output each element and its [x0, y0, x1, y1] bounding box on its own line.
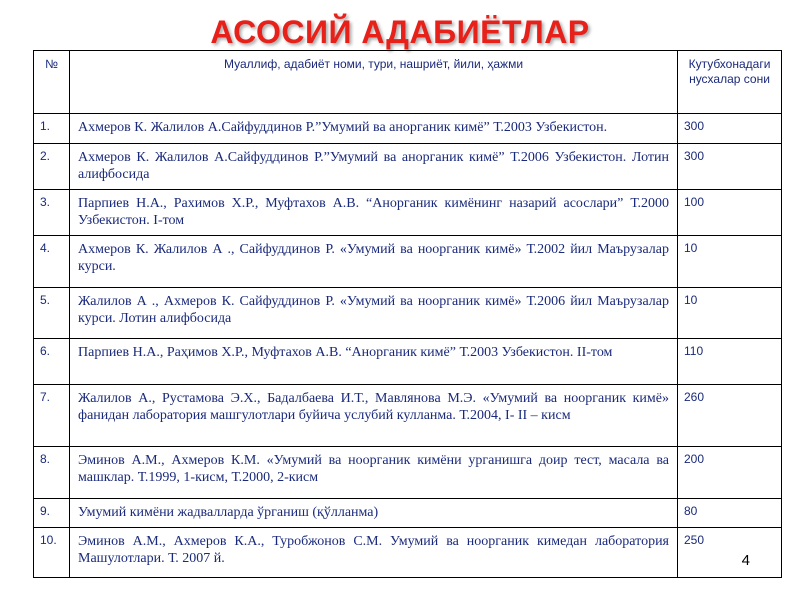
row-description: Жалилов А., Рустамова Э.Х., Бадалбаева И.Т., Мавлянова М.Э. «Умумий ва ноорганик кимё» фанидан лаборатория машгулотлари буйича услубий кулланма. Т.2004, I- II – кисм	[70, 385, 678, 447]
page-title: АСОСИЙ АДАБИЁТЛАР	[210, 14, 590, 50]
row-number: 4.	[34, 236, 70, 288]
header-description: Муаллиф, адабиёт номи, тури, нашриёт, йили, ҳажми	[70, 51, 678, 114]
row-copies: 80	[678, 499, 782, 528]
table-header-row	[34, 51, 782, 114]
literature-table	[33, 50, 782, 578]
row-copies: 110	[678, 339, 782, 385]
row-description: Парпиев Н.А., Раҳимов Х.Р., Муфтахов А.В. “Анорганик кимё” Т.2003 Узбекистон. II-том	[70, 339, 678, 385]
table-row	[34, 288, 782, 339]
table-row	[34, 339, 782, 385]
row-number: 8.	[34, 447, 70, 499]
row-number: 9.	[34, 499, 70, 528]
row-description: Умумий кимёни жадвалларда ўрганиш (қўлланма)	[70, 499, 678, 528]
table-row	[34, 114, 782, 144]
row-description: Жалилов А ., Ахмеров К. Сайфуддинов Р. «Умумий ва ноорганик кимё» Т.2006 йил Маърузалар курси. Лотин алифбосида	[70, 288, 678, 339]
row-copies: 300	[678, 114, 782, 144]
row-copies: 10	[678, 236, 782, 288]
row-number: 3.	[34, 190, 70, 236]
row-description: Ахмеров К. Жалилов А ., Сайфуддинов Р. «Умумий ва ноорганик кимё» Т.2002 йил Маърузалар курси.	[70, 236, 678, 288]
row-number: 5.	[34, 288, 70, 339]
row-copies: 200	[678, 447, 782, 499]
table-row	[34, 447, 782, 499]
row-copies: 250	[678, 528, 782, 578]
row-copies: 100	[678, 190, 782, 236]
row-copies: 260	[678, 385, 782, 447]
row-number: 1.	[34, 114, 70, 144]
table-row	[34, 144, 782, 190]
table-row	[34, 499, 782, 528]
table-row	[34, 528, 782, 578]
row-number: 2.	[34, 144, 70, 190]
row-number: 10.	[34, 528, 70, 578]
header-number: №	[34, 51, 70, 114]
table-row	[34, 385, 782, 447]
row-copies: 300	[678, 144, 782, 190]
row-number: 7.	[34, 385, 70, 447]
row-number: 6.	[34, 339, 70, 385]
row-copies: 10	[678, 288, 782, 339]
row-description: Эминов А.М., Ахмеров К.М. «Умумий ва ноорганик кимёни урганишга доир тест, масала ва машклар. Т.1999, 1-кисм, Т.2000, 2-кисм	[70, 447, 678, 499]
table-row	[34, 236, 782, 288]
page-number: 4	[741, 552, 750, 569]
row-description: Ахмеров К. Жалилов А.Сайфуддинов Р.”Умумий ва анорганик кимё” Т.2006 Узбекистон. Лотин алифбосида	[70, 144, 678, 190]
header-copies: Кутубхонадаги нусхалар сони	[678, 51, 782, 114]
row-description: Эминов А.М., Ахмеров К.А., Туробжонов С.М. Умумий ва ноорганик кимедан лаборатория Машулотлари. Т. 2007 й.	[70, 528, 678, 578]
row-description: Ахмеров К. Жалилов А.Сайфуддинов Р.”Умумий ва анорганик кимё” Т.2003 Узбекистон.	[70, 114, 678, 144]
row-description: Парпиев Н.А., Рахимов Х.Р., Муфтахов А.В. “Анорганик кимёнинг назарий асослари” Т.2000 Узбекистон. I-том	[70, 190, 678, 236]
table-row	[34, 190, 782, 236]
